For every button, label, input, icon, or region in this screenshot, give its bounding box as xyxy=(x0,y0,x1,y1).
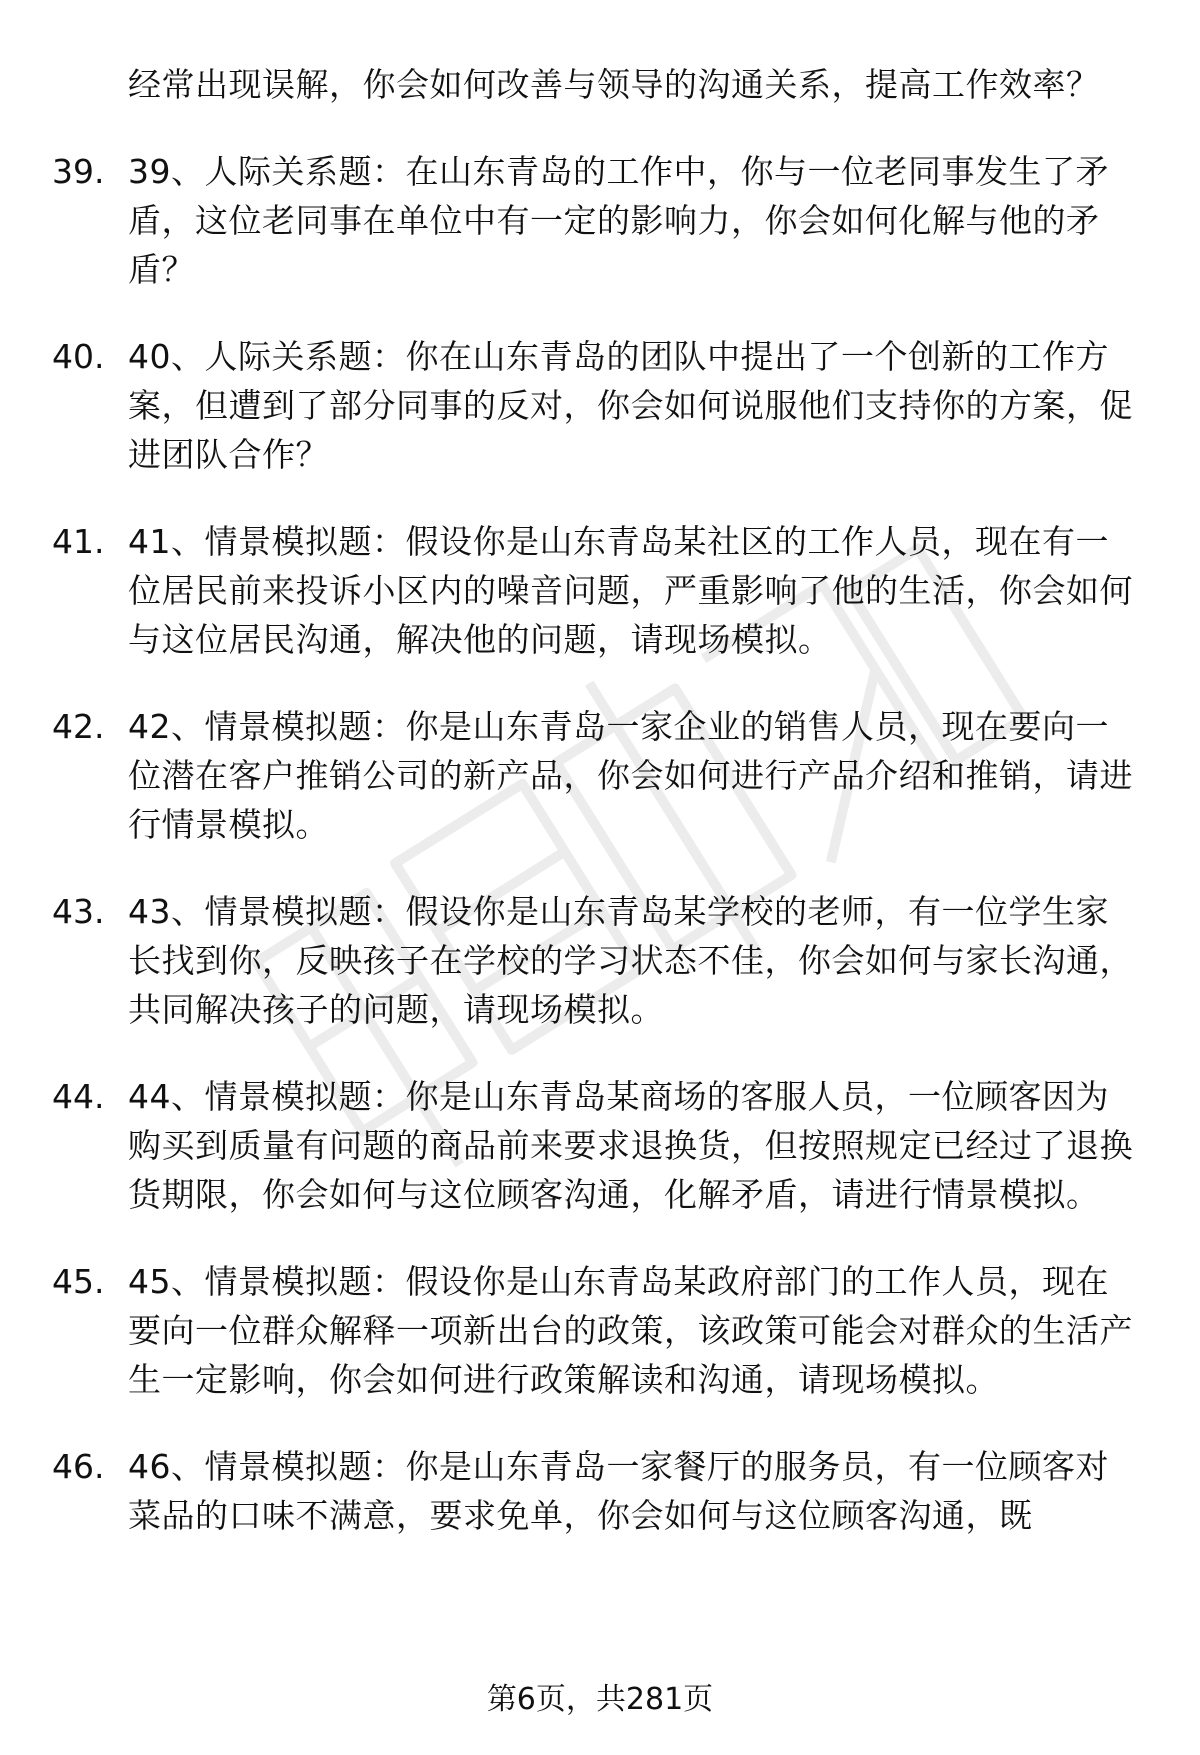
item-number: 46. xyxy=(52,1447,105,1486)
item-text: 42、情景模拟题：你是山东青岛一家企业的销售人员，现在要向一位潜在客户推销公司的新产品，你会如何进行产品介绍和推销，请进行情景模拟。 xyxy=(128,707,1133,844)
question-list xyxy=(0,60,1200,1540)
item-text: 44、情景模拟题：你是山东青岛某商场的客服人员，一位顾客因为购买到质量有问题的商品前来要求退换货，但按照规定已经过了退换货期限，你会如何与这位顾客沟通，化解矛盾，请进行情景模拟。 xyxy=(128,1077,1133,1214)
item-number: 44. xyxy=(52,1077,105,1116)
item-text: 40、人际关系题：你在山东青岛的团队中提出了一个创新的工作方案，但遭到了部分同事的反对，你会如何说服他们支持你的方案，促进团队合作？ xyxy=(128,337,1133,474)
item-number: 45. xyxy=(52,1262,105,1301)
list-item xyxy=(0,887,1200,1034)
item-number: 40. xyxy=(52,337,105,376)
item-text: 43、情景模拟题：假设你是山东青岛某学校的老师，有一位学生家长找到你，反映孩子在学校的学习状态不佳，你会如何与家长沟通，共同解决孩子的问题，请现场模拟。 xyxy=(128,892,1133,1029)
list-item xyxy=(0,1072,1200,1219)
page-footer: 第6页，共281页 xyxy=(486,1682,714,1717)
item-number: 42. xyxy=(52,707,105,746)
item-number: 39. xyxy=(52,152,105,191)
item-text: 39、人际关系题：在山东青岛的工作中，你与一位老同事发生了矛盾，这位老同事在单位中有一定的影响力，你会如何化解与他的矛盾？ xyxy=(128,152,1109,289)
continued-question-text: 经常出现误解，你会如何改善与领导的沟通关系，提高工作效率？ xyxy=(128,65,1100,104)
list-item xyxy=(0,517,1200,664)
list-item xyxy=(0,332,1200,479)
item-text: 46、情景模拟题：你是山东青岛一家餐厅的服务员，有一位顾客对菜品的口味不满意，要求免单，你会如何与这位顾客沟通，既 xyxy=(128,1447,1109,1535)
list-item xyxy=(0,1257,1200,1404)
list-item xyxy=(0,702,1200,849)
list-item xyxy=(0,1442,1200,1540)
item-text: 45、情景模拟题：假设你是山东青岛某政府部门的工作人员，现在要向一位群众解释一项新出台的政策，该政策可能会对群众的生活产生一定影响，你会如何进行政策解读和沟通，请现场模拟。 xyxy=(128,1262,1133,1399)
item-number: 41. xyxy=(52,522,105,561)
item-number: 43. xyxy=(52,892,105,931)
list-item xyxy=(0,147,1200,294)
item-text: 41、情景模拟题：假设你是山东青岛某社区的工作人员，现在有一位居民前来投诉小区内的噪音问题，严重影响了他的生活，你会如何与这位居民沟通，解决他的问题，请现场模拟。 xyxy=(128,522,1133,659)
